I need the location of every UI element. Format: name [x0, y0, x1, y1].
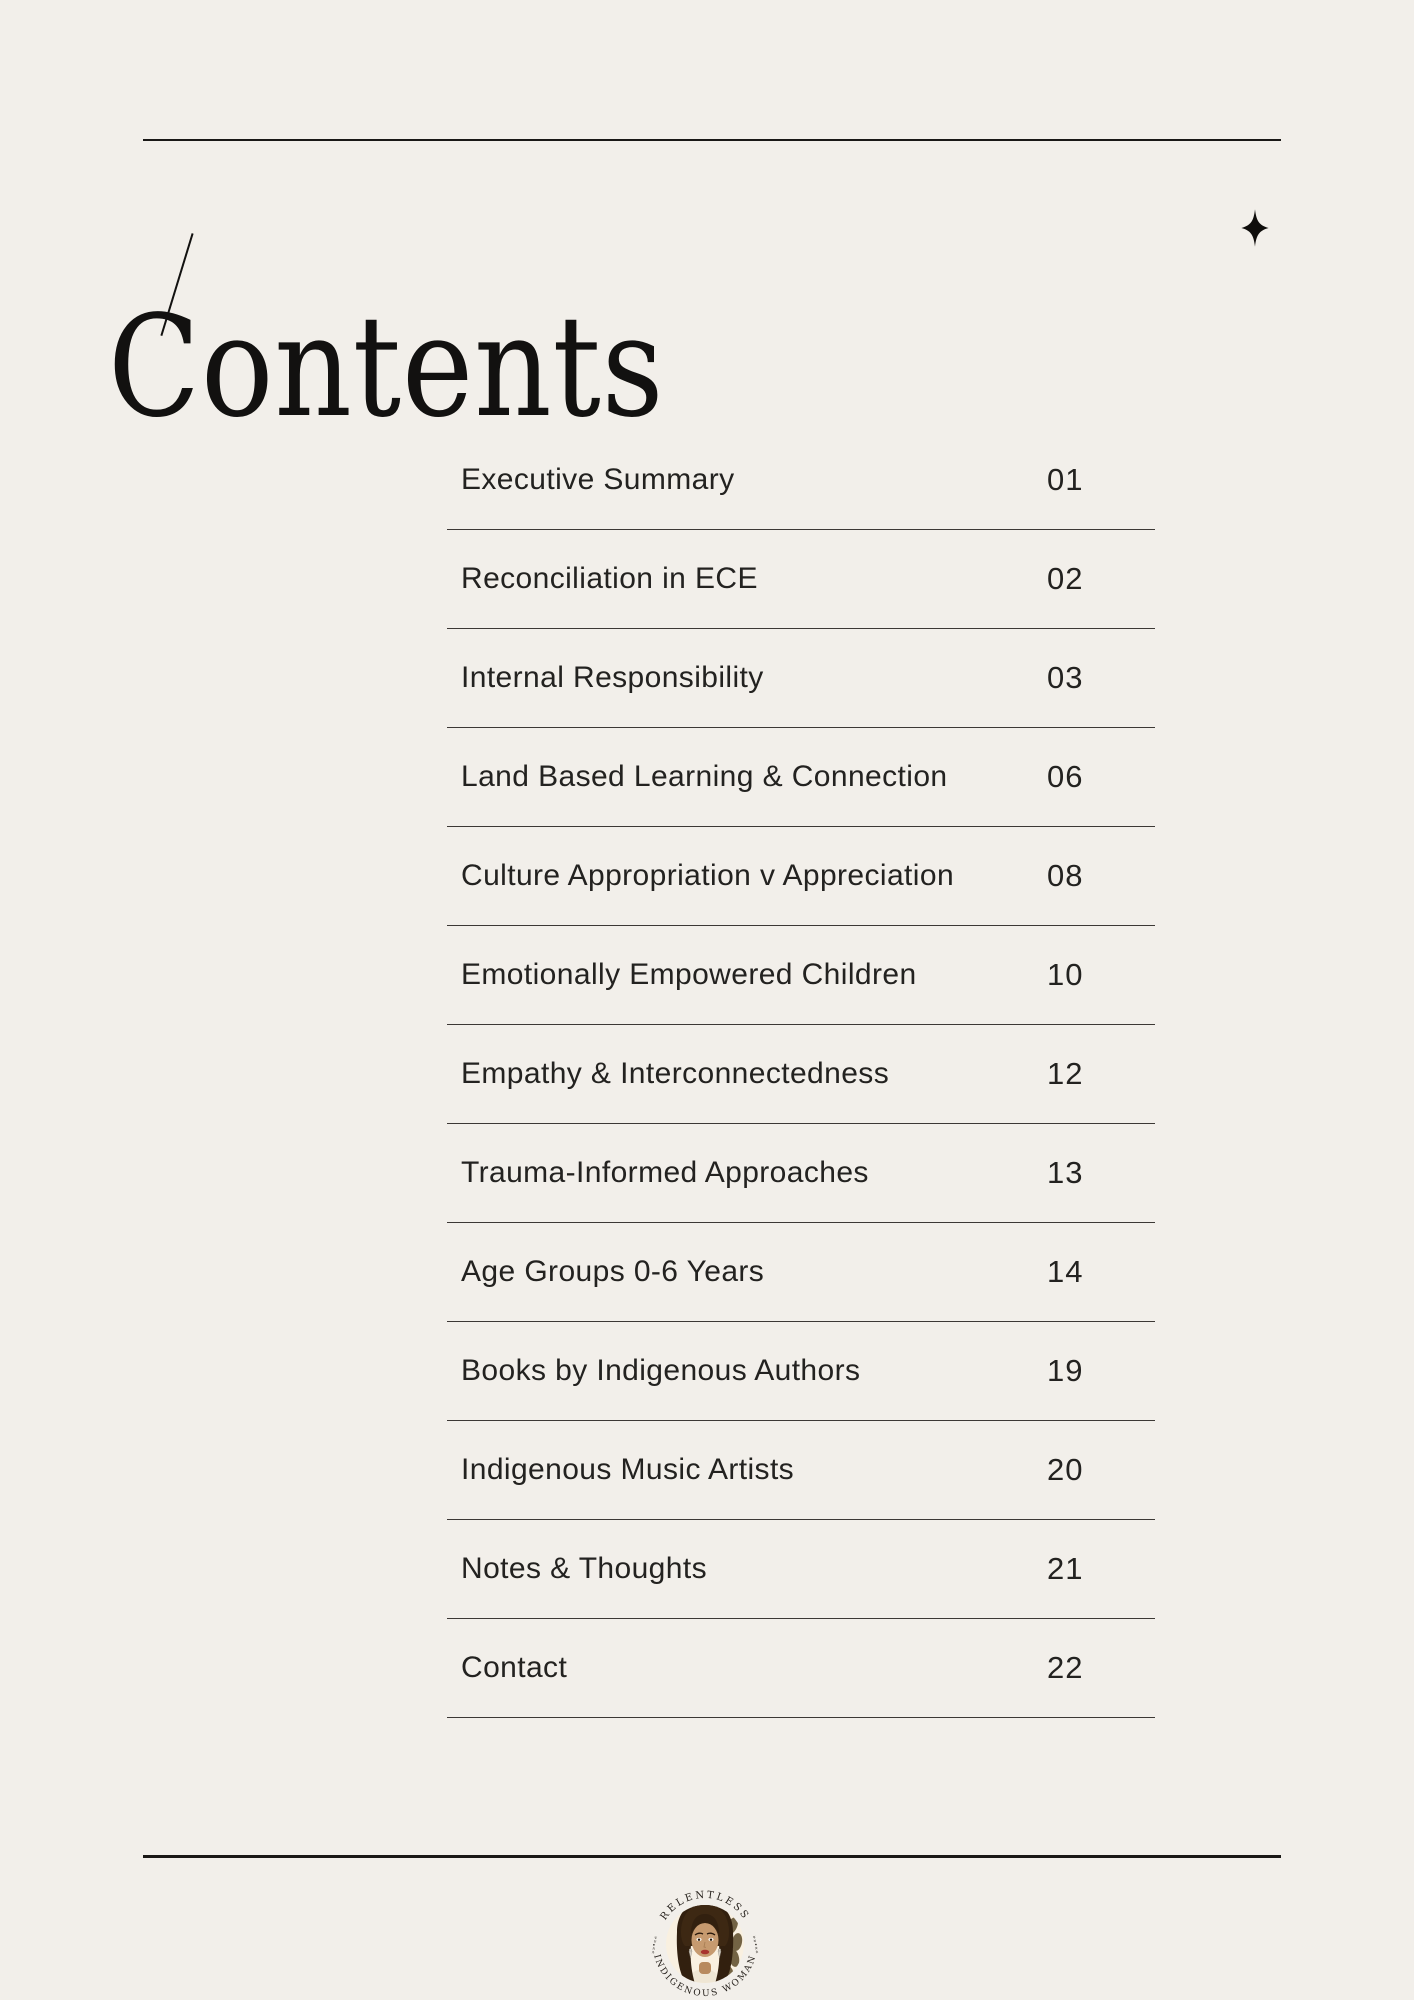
toc-item-label: Indigenous Music Artists — [461, 1453, 795, 1486]
toc-item-page: 13 — [1047, 1155, 1084, 1190]
toc-row[interactable] — [447, 530, 1155, 629]
toc-item-page: 20 — [1047, 1452, 1084, 1487]
toc-item-page: 12 — [1047, 1056, 1084, 1091]
toc-row[interactable] — [447, 629, 1155, 728]
toc-item-label: Emotionally Empowered Children — [461, 958, 917, 991]
table-of-contents — [447, 431, 1155, 1718]
logo-top-text: RELENTLESS — [658, 1889, 752, 1923]
logo-right-ornament: »»•«« — [750, 1935, 760, 1955]
toc-item-page: 02 — [1047, 561, 1084, 596]
toc-item-page: 08 — [1047, 858, 1084, 893]
top-divider — [143, 139, 1281, 141]
toc-row[interactable] — [447, 1322, 1155, 1421]
toc-row[interactable] — [447, 1025, 1155, 1124]
toc-row[interactable] — [447, 1421, 1155, 1520]
toc-item-label: Notes & Thoughts — [461, 1552, 707, 1585]
toc-item-page: 01 — [1047, 462, 1084, 497]
toc-row[interactable] — [447, 1520, 1155, 1619]
sparkle-icon — [1238, 206, 1272, 250]
toc-item-label: Books by Indigenous Authors — [461, 1354, 861, 1387]
logo-woman-portrait — [677, 1902, 744, 1991]
toc-row[interactable] — [447, 926, 1155, 1025]
toc-item-label: Trauma-Informed Approaches — [461, 1156, 869, 1189]
toc-item-page: 22 — [1047, 1650, 1084, 1685]
toc-item-label: Age Groups 0-6 Years — [461, 1255, 765, 1288]
toc-item-label: Culture Appropriation v Appreciation — [461, 859, 955, 892]
toc-item-page: 21 — [1047, 1551, 1084, 1586]
toc-item-label: Internal Responsibility — [461, 661, 764, 694]
toc-item-page: 19 — [1047, 1353, 1084, 1388]
toc-item-label: Contact — [461, 1651, 568, 1684]
toc-row[interactable] — [447, 1124, 1155, 1223]
toc-item-page: 14 — [1047, 1254, 1084, 1289]
toc-item-page: 10 — [1047, 957, 1084, 992]
toc-row[interactable] — [447, 431, 1155, 530]
toc-item-page: 06 — [1047, 759, 1084, 794]
brand-logo — [635, 1874, 775, 2000]
toc-item-label: Executive Summary — [461, 463, 735, 496]
logo-left-ornament: »»•«« — [650, 1935, 660, 1955]
toc-row[interactable] — [447, 728, 1155, 827]
toc-item-label: Empathy & Interconnectedness — [461, 1057, 890, 1090]
toc-row[interactable] — [447, 1619, 1155, 1718]
toc-item-label: Reconciliation in ECE — [461, 562, 758, 595]
toc-row[interactable] — [447, 827, 1155, 926]
page-title: Contents — [108, 285, 665, 449]
toc-row[interactable] — [447, 1223, 1155, 1322]
toc-item-label: Land Based Learning & Connection — [461, 760, 948, 793]
bottom-divider — [143, 1855, 1281, 1858]
toc-item-page: 03 — [1047, 660, 1084, 695]
logo-bottom-text: INDIGENOUS WOMAN — [651, 1953, 759, 2000]
